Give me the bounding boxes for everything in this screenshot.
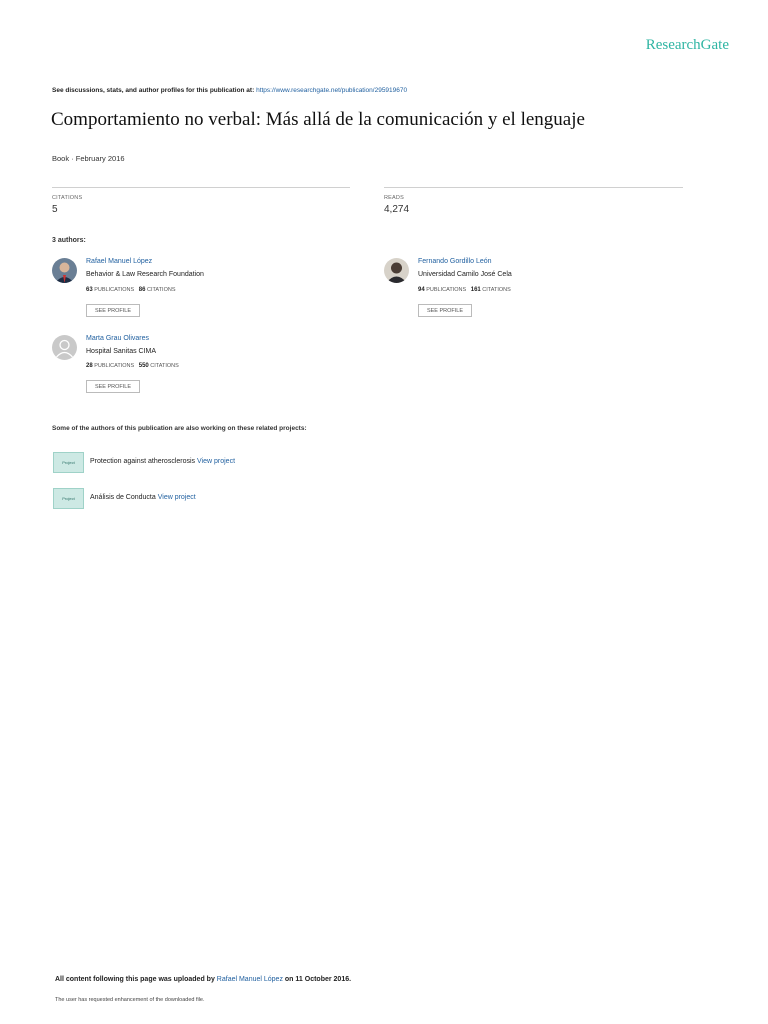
reads-divider: [384, 187, 683, 188]
author-publications-count: 63: [86, 287, 93, 293]
author-publications-count: 94: [418, 287, 425, 293]
footer-prefix: All content following this page was uploaded by: [55, 976, 215, 983]
default-avatar-icon[interactable]: [52, 335, 77, 360]
project-item: [90, 494, 196, 501]
see-profile-button[interactable]: SEE PROFILE: [86, 380, 140, 393]
project-item: [90, 458, 235, 465]
author-citations-label: CITATIONS: [146, 287, 176, 293]
project-icon-label: Project: [62, 460, 75, 465]
see-profile-button[interactable]: SEE PROFILE: [418, 304, 472, 317]
project-icon: [53, 452, 84, 473]
see-profile-button[interactable]: SEE PROFILE: [86, 304, 140, 317]
related-projects-heading: Some of the authors of this publication are also working on these related projects:: [52, 425, 307, 432]
reads-label: READS: [384, 195, 404, 201]
author-stats: [86, 287, 176, 293]
author-publications-label: PUBLICATIONS: [94, 363, 135, 369]
author-institution: Hospital Sanitas CIMA: [86, 348, 157, 355]
author-name-link[interactable]: Fernando Gordillo León: [418, 258, 492, 265]
publication-meta: Book · February 2016: [52, 154, 125, 163]
author-institution: Behavior & Law Research Foundation: [86, 271, 204, 278]
citations-divider: [52, 187, 350, 188]
view-project-link[interactable]: View project: [157, 494, 196, 501]
author-citations-count: 161: [470, 287, 481, 293]
avatar-icon[interactable]: [384, 258, 409, 283]
reads-value: 4,274: [384, 204, 410, 215]
upload-footer: [55, 976, 351, 983]
author-institution: Universidad Camilo José Cela: [418, 271, 512, 278]
author-citations-count: 550: [138, 363, 149, 369]
author-publications-count: 28: [86, 363, 93, 369]
view-project-link[interactable]: View project: [197, 458, 236, 465]
project-name: Protection against atherosclerosis: [90, 458, 196, 465]
authors-heading: 3 authors:: [52, 237, 86, 244]
author-name-link[interactable]: Marta Grau Olivares: [86, 335, 150, 342]
author-name-link[interactable]: Rafael Manuel López: [86, 258, 153, 265]
footer-note: The user has requested enhancement of the downloaded file.: [55, 997, 205, 1003]
author-citations-label: CITATIONS: [150, 363, 179, 369]
citations-value: 5: [52, 204, 58, 215]
author-photo-icon: [384, 258, 409, 283]
author-stats: [418, 287, 511, 293]
discussion-text: See discussions, stats, and author profiles for this publication at:: [52, 87, 255, 94]
author-citations-count: 86: [138, 287, 146, 293]
author-publications-label: PUBLICATIONS: [426, 287, 467, 293]
project-icon-label: Project: [62, 496, 75, 501]
publication-url-link[interactable]: https://www.researchgate.net/publication/295919670: [256, 87, 408, 94]
researchgate-logo[interactable]: ResearchGate: [645, 37, 729, 53]
project-name: Análisis de Conducta: [90, 494, 156, 501]
author-photo-icon: [52, 258, 77, 283]
author-publications-label: PUBLICATIONS: [94, 287, 135, 293]
author-stats: [86, 363, 179, 369]
person-placeholder-icon: [52, 335, 77, 360]
publication-title: Comportamiento no verbal: Más allá de la comunicación y el lenguaje: [51, 109, 585, 130]
project-icon: [53, 488, 84, 509]
footer-suffix: on 11 October 2016.: [284, 976, 352, 983]
uploader-link[interactable]: Rafael Manuel López: [216, 976, 283, 983]
avatar-icon[interactable]: [52, 258, 77, 283]
discussion-line: [52, 87, 407, 94]
citations-label: CITATIONS: [52, 195, 83, 201]
author-citations-label: CITATIONS: [482, 287, 511, 293]
